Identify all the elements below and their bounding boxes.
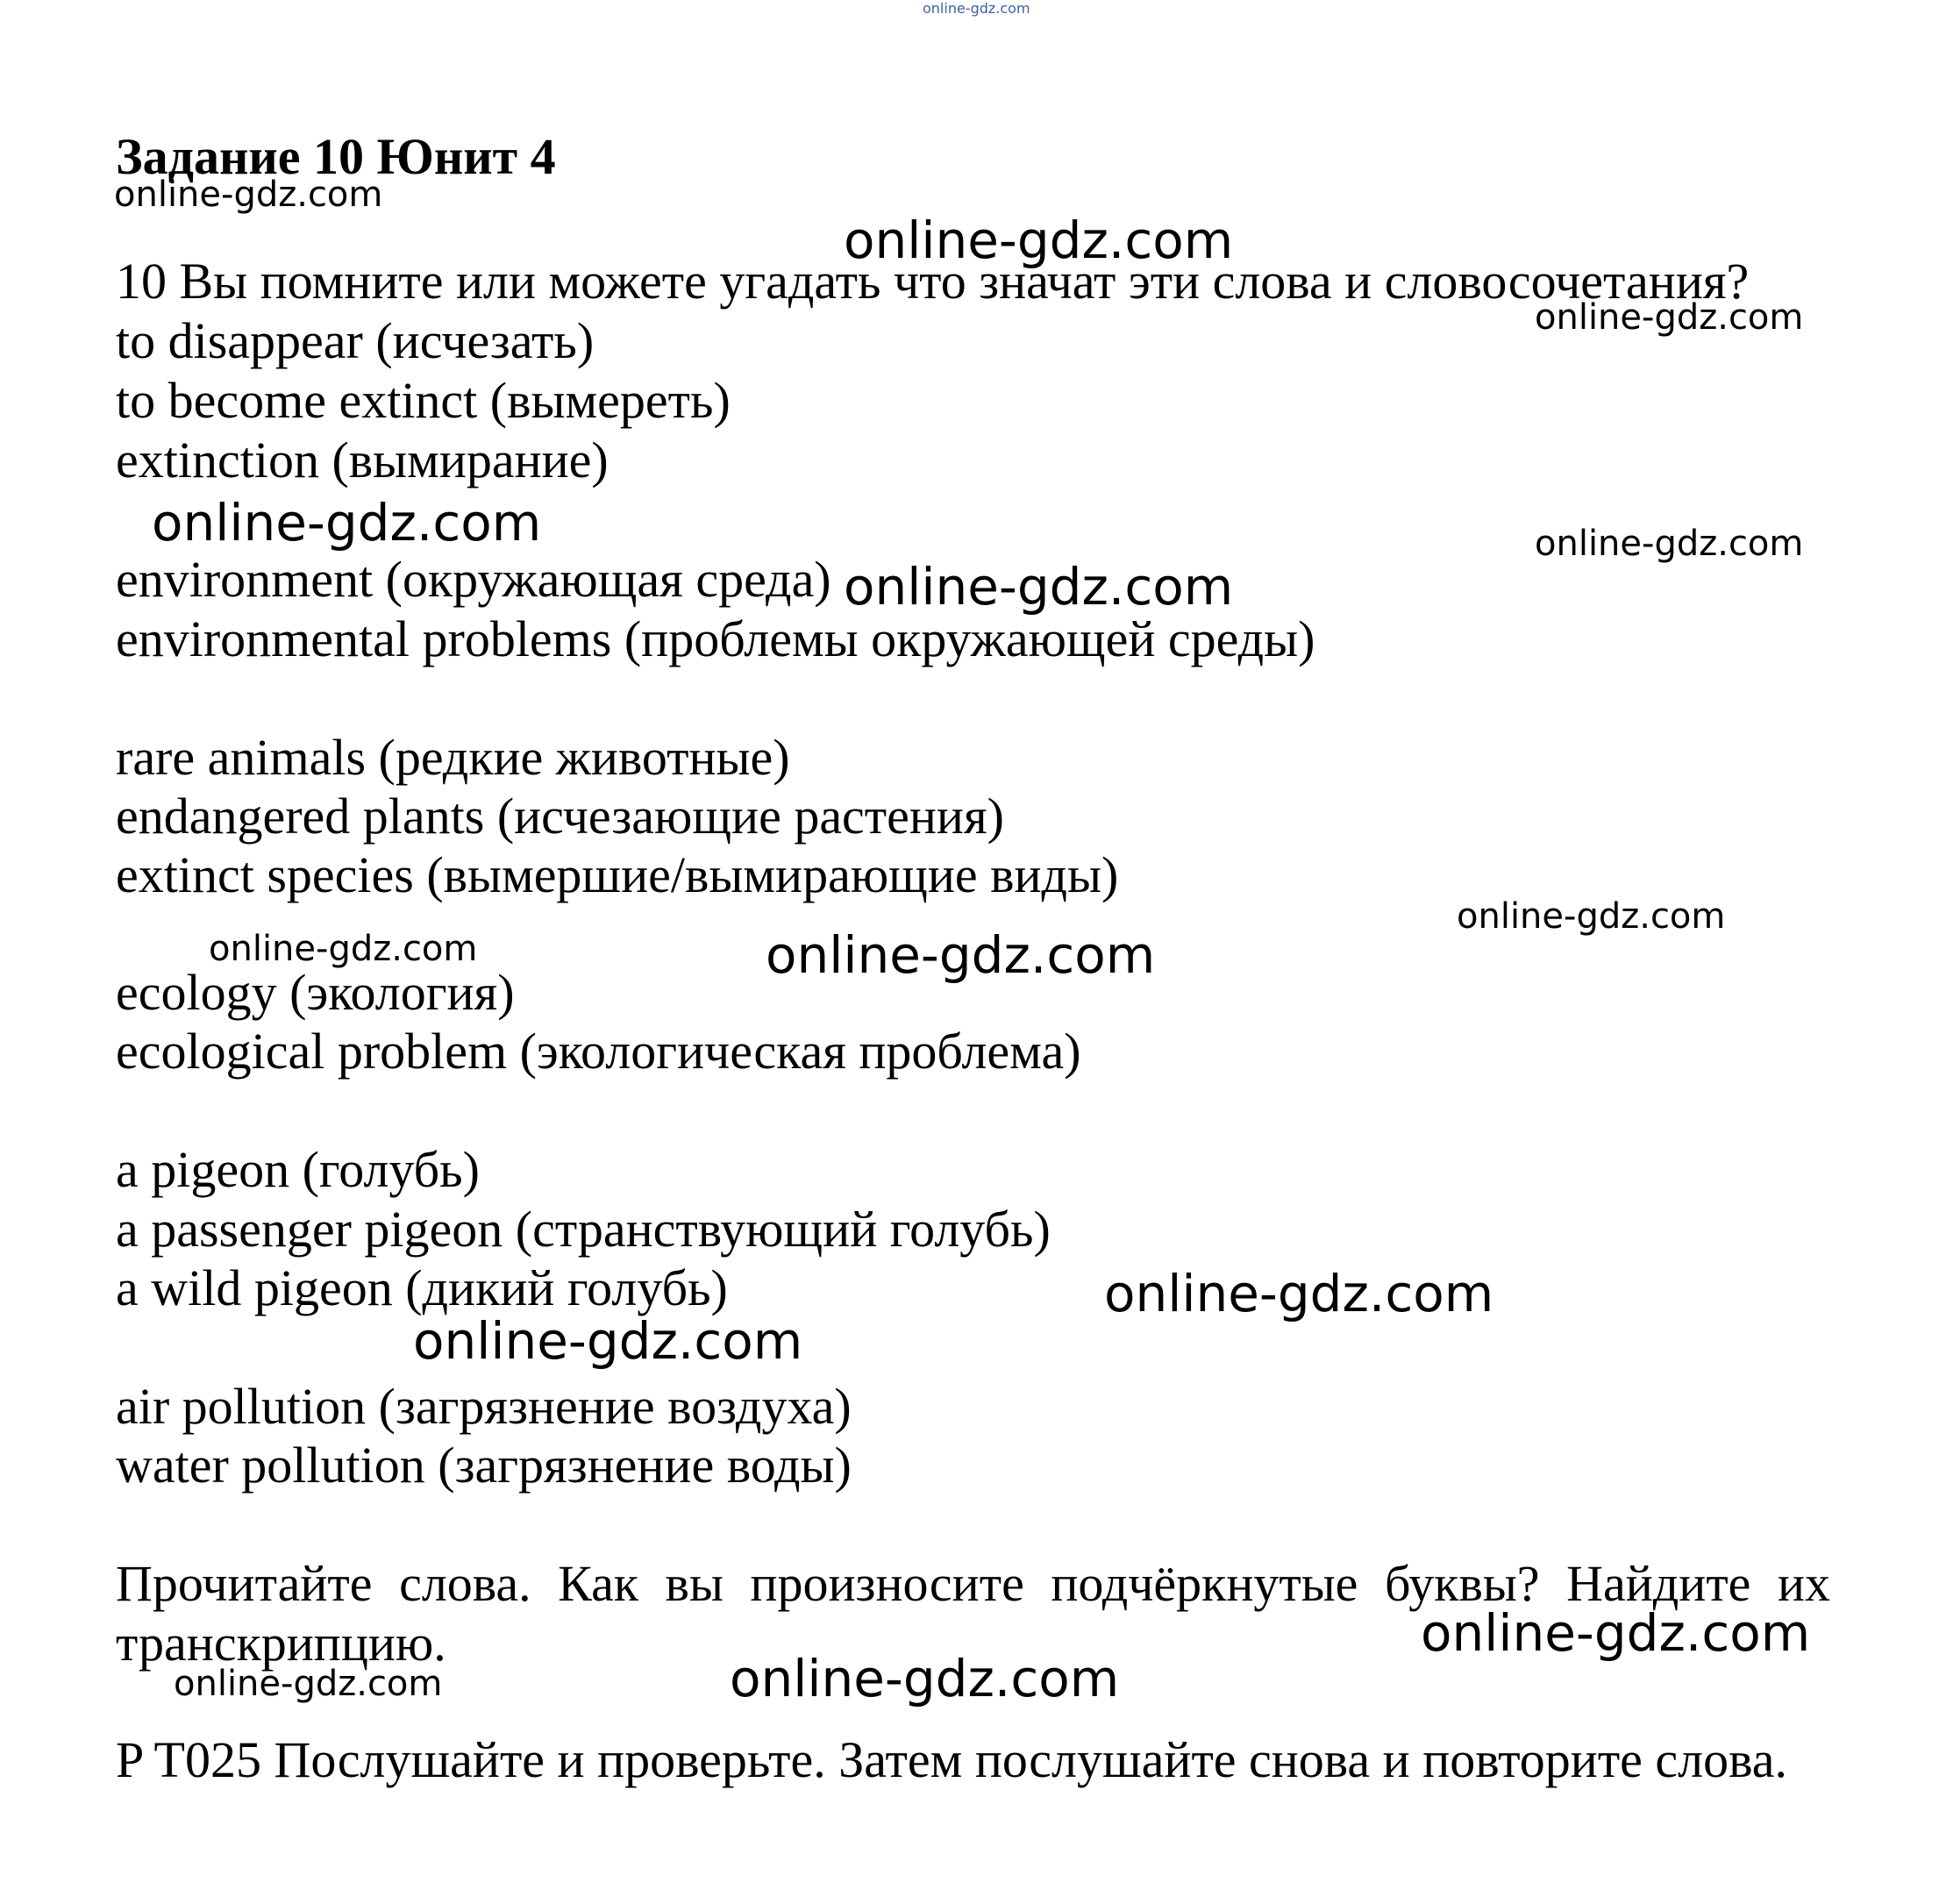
vocab-item: ecology (экология): [116, 964, 515, 1021]
watermark: online-gdz.com: [1535, 297, 1804, 338]
vocab-item: air pollution (загрязнение воздуха): [116, 1378, 852, 1435]
watermark: online-gdz.com: [844, 210, 1234, 270]
vocab-item: extinction (вымирание): [116, 431, 609, 488]
watermark: online-gdz.com: [844, 557, 1234, 617]
watermark-top: online-gdz.com: [923, 0, 1030, 17]
vocab-item: extinct species (вымершие/вымирающие виды): [116, 846, 1119, 903]
watermark: online-gdz.com: [1535, 524, 1804, 564]
watermark: online-gdz.com: [209, 929, 478, 969]
vocab-item: a pigeon (голубь): [116, 1141, 480, 1198]
vocab-item: endangered plants (исчезающие растения): [116, 788, 1004, 845]
page-title: Задание 10 Юнит 4: [116, 128, 556, 185]
watermark: online-gdz.com: [174, 1664, 443, 1704]
vocab-item: to become extinct (вымереть): [116, 372, 731, 429]
vocab-item: environmental problems (проблемы окружающей среды): [116, 610, 1315, 667]
watermark: online-gdz.com: [152, 493, 542, 553]
watermark: online-gdz.com: [114, 175, 383, 215]
watermark: online-gdz.com: [766, 925, 1156, 985]
vocab-item: a wild pigeon (дикий голубь): [116, 1259, 728, 1316]
intro-text: 10 Вы помните или можете угадать что значат эти слова и словосочетания?: [116, 253, 1750, 310]
vocab-item: ecological problem (экологическая проблема): [116, 1023, 1081, 1080]
instruction-text: Прочитайте слова. Как вы произносите подчёркнутые буквы? Найдите их транскрипцию.: [116, 1555, 1830, 1672]
vocab-item: environment (окружающая среда): [116, 551, 831, 608]
watermark: online-gdz.com: [1421, 1603, 1811, 1663]
vocab-item: water pollution (загрязнение воды): [116, 1437, 852, 1494]
watermark: online-gdz.com: [1104, 1264, 1494, 1323]
vocab-item: rare animals (редкие животные): [116, 729, 790, 786]
watermark: online-gdz.com: [413, 1311, 803, 1371]
vocab-item: to disappear (исчезать): [116, 312, 595, 369]
watermark: online-gdz.com: [730, 1649, 1120, 1708]
watermark: online-gdz.com: [1457, 896, 1726, 937]
vocab-item: a passenger pigeon (странствующий голубь): [116, 1201, 1051, 1258]
listen-text: P T025 Послушайте и проверьте. Затем послушайте снова и повторите слова.: [116, 1731, 1787, 1788]
